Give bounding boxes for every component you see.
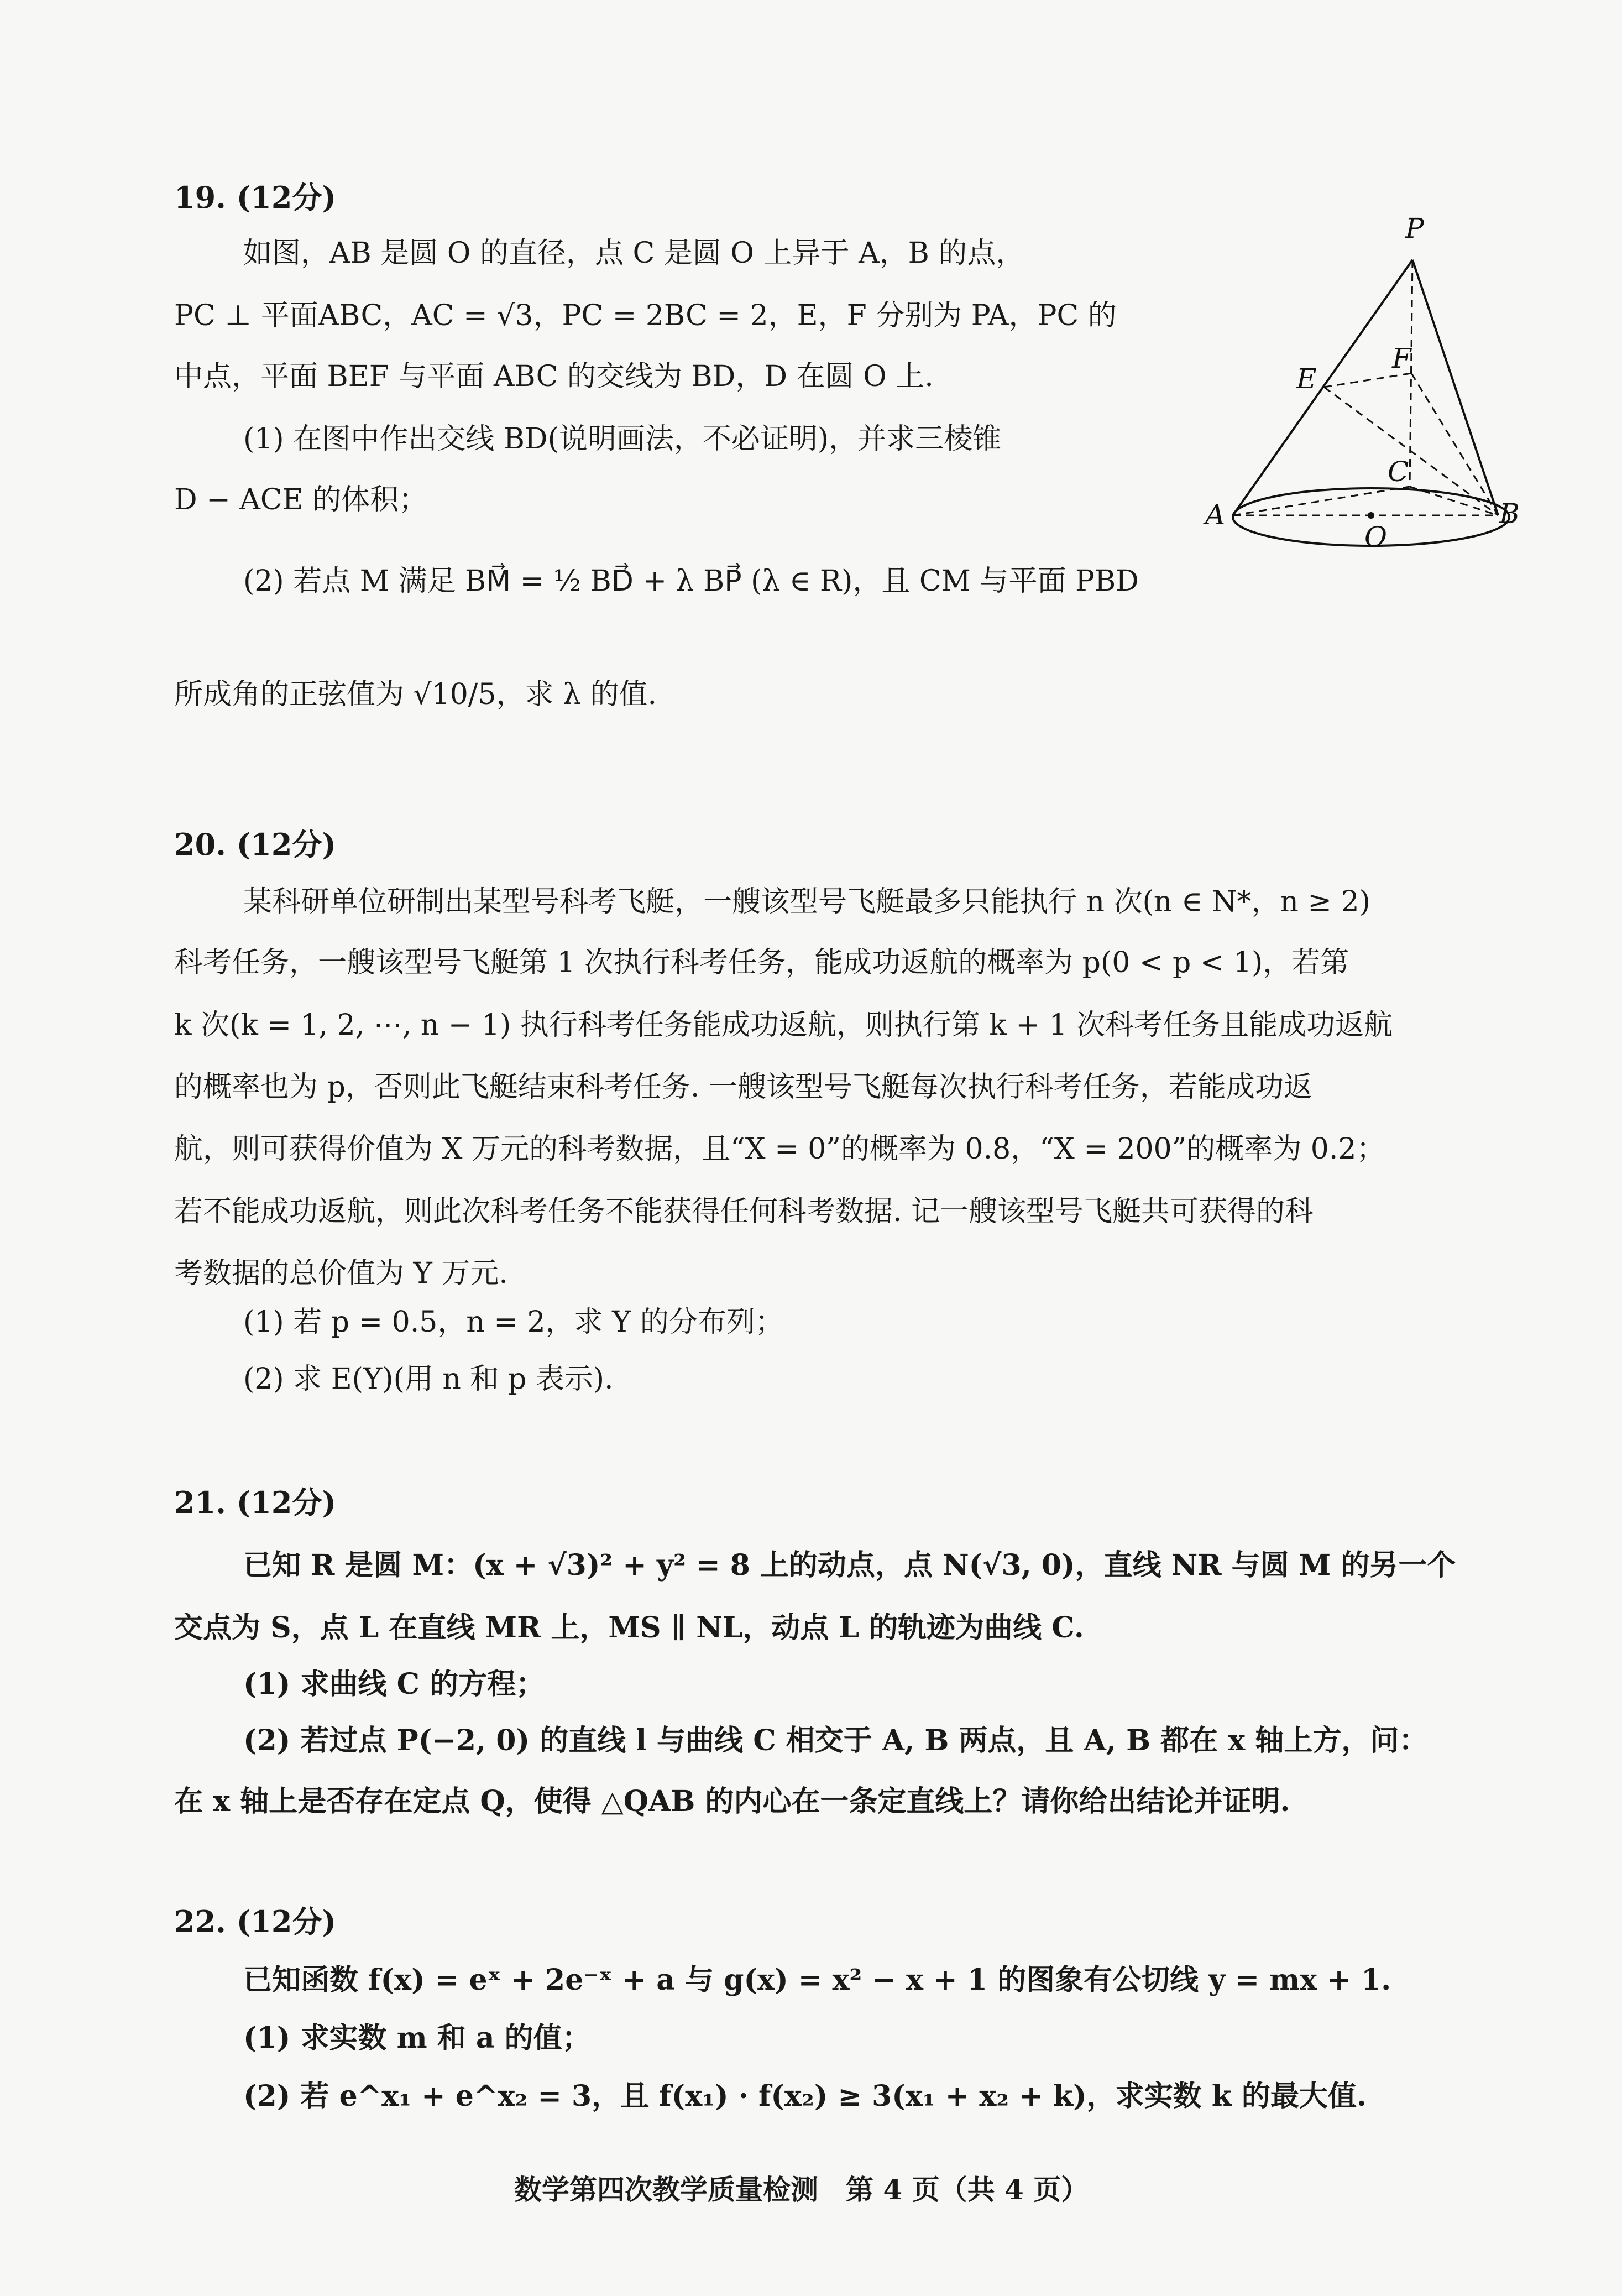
label-o: O [1364,521,1387,553]
q19-line-2: PC ⊥ 平面ABC，AC = √3，PC = 2BC = 2，E，F 分别为 PA，PC 的 [174,299,1117,332]
q20-line-7: 考数据的总价值为 Y 万元. [174,1257,508,1290]
q19-header: 19. (12分) [174,180,336,215]
label-b: B [1499,498,1520,530]
q19-line-3: 中点，平面 BEF 与平面 ABC 的交线为 BD，D 在圆 O 上. [174,360,934,393]
q19-line-6: (2) 若点 M 满足 BM⃗ = ½ BD⃗ + λ BP⃗ (λ ∈ R)，且 CM 与平面 PBD [243,565,1139,598]
label-a: A [1205,499,1226,531]
label-e: E [1296,363,1317,395]
page-footer: 数学第四次教学质量检测 第 4 页（共 4 页） [514,2173,1089,2206]
q20-line-6: 若不能成功返航，则此次科考任务不能获得任何科考数据. 记一艘该型号飞艇共可获得的科 [174,1195,1314,1228]
q21-line-5: 在 x 轴上是否存在定点 Q，使得 △QAB 的内心在一条定直线上？请你给出结论并证明. [174,1784,1290,1818]
q20-line-1: 某科研单位研制出某型号科考飞艇，一艘该型号飞艇最多只能执行 n 次(n ∈ N*，n ≥ 2) [243,885,1370,919]
pyramid-figure [1189,210,1520,564]
q19-line-4: (1) 在图中作出交线 BD(说明画法，不必证明)，并求三棱锥 [243,422,1002,456]
q20-line-9: (2) 求 E(Y)(用 n 和 p 表示). [243,1363,614,1396]
q19-line-1: 如图，AB 是圆 O 的直径，点 C 是圆 O 上异于 A，B 的点， [243,237,1025,270]
q22-line-1: 已知函数 f(x) = eˣ + 2e⁻ˣ + a 与 g(x) = x² − x + 1 的图象有公切线 y = mx + 1. [243,1963,1391,1997]
q21-line-2: 交点为 S，点 L 在直线 MR 上，MS ∥ NL，动点 L 的轨迹为曲线 C. [174,1611,1084,1645]
q21-header: 21. (12分) [174,1485,336,1520]
q20-line-8: (1) 若 p = 0.5，n = 2，求 Y 的分布列； [243,1306,784,1339]
label-c: C [1388,456,1409,488]
q21-line-3: (1) 求曲线 C 的方程； [243,1667,545,1701]
q20-line-4: 的概率也为 p，否则此飞艇结束科考任务. 一艘该型号飞艇每次执行科考任务，若能成功返 [174,1071,1312,1104]
segment-ef [1324,373,1411,387]
q21-line-1: 已知 R 是圆 M：(x + √3)² + y² = 8 上的动点，点 N(√3, 0)，直线 NR 与圆 M 的另一个 [243,1548,1456,1582]
q20-line-3: k 次(k = 1, 2, ⋯, n − 1) 执行科考任务能成功返航，则执行第 k + 1 次科考任务且能成功返航 [174,1009,1393,1042]
q21-line-4: (2) 若过点 P(−2, 0) 的直线 l 与曲线 C 相交于 A, B 两点，且 A, B 都在 x 轴上方，问： [243,1724,1428,1757]
q20-line-2: 科考任务，一艘该型号飞艇第 1 次执行科考任务，能成功返航的概率为 p(0 < p < 1)，若第 [174,946,1349,979]
q22-header: 22. (12分) [174,1904,336,1939]
label-p: P [1405,212,1424,244]
q20-line-5: 航，则可获得价值为 X 万元的科考数据，且“X = 0”的概率为 0.8，“X = 200”的概率为 0.2； [174,1133,1385,1166]
q22-line-2: (1) 求实数 m 和 a 的值； [243,2021,591,2055]
q19-line-5: D − ACE 的体积； [174,483,428,516]
edge-pa [1233,260,1412,515]
label-f: F [1392,342,1411,374]
center-o-point [1368,512,1374,519]
q22-line-3: (2) 若 e^x₁ + e^x₂ = 3，且 f(x₁) · f(x₂) ≥ 3(x₁ + x₂ + k)，求实数 k 的最大值. [243,2079,1367,2113]
q19-line-7: 所成角的正弦值为 √10/5，求 λ 的值. [174,678,657,711]
q20-header: 20. (12分) [174,827,336,862]
edge-pb [1412,260,1498,515]
